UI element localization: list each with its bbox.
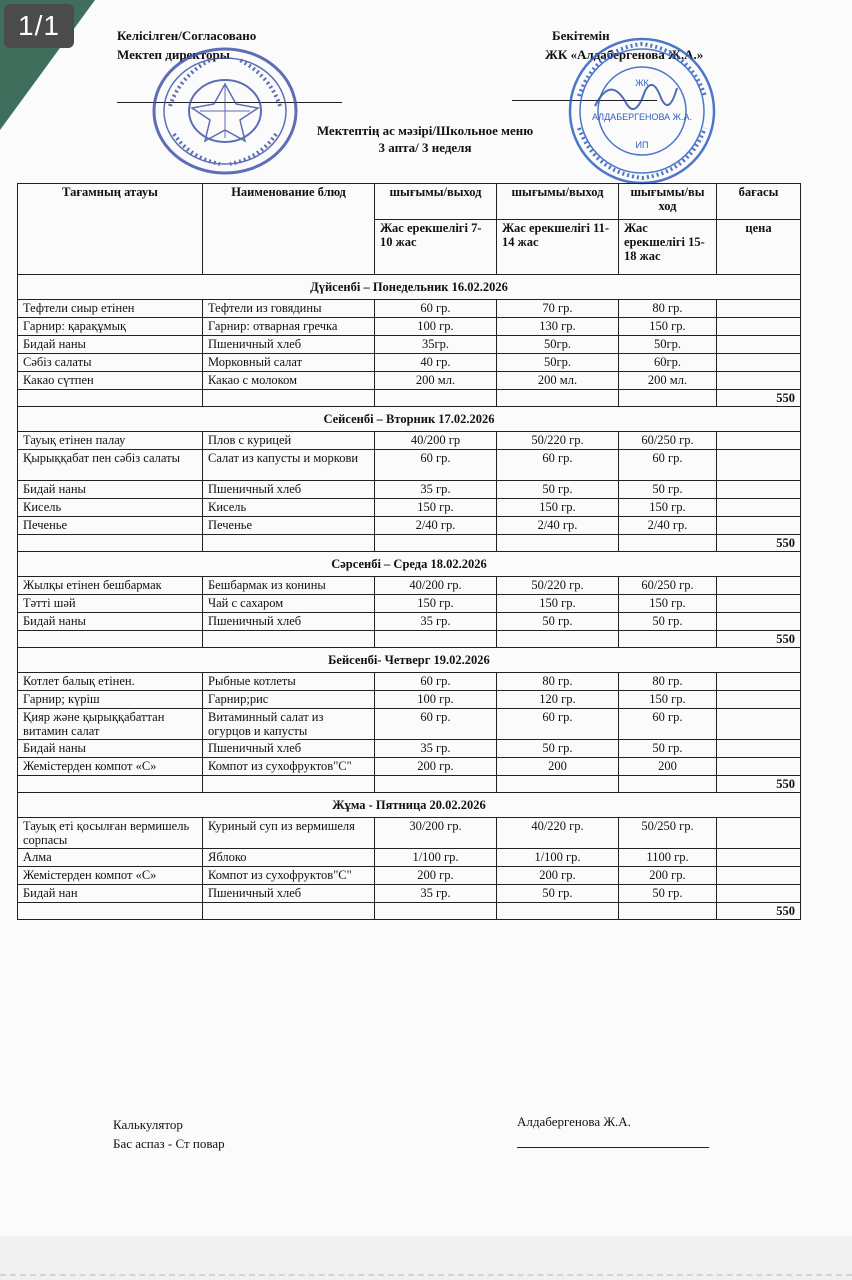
table-row	[18, 691, 801, 709]
portion-15-18: 50 гр.	[619, 481, 717, 499]
portion-15-18: 60 гр.	[619, 450, 717, 481]
table-row	[18, 432, 801, 450]
portion-15-18: 200 гр.	[619, 867, 717, 885]
portion-7-10: 35 гр.	[375, 481, 497, 499]
portion-11-14: 50/220 гр.	[497, 432, 619, 450]
approval-right-line2: ЖК «Алдабергенова Ж.А.»	[545, 47, 704, 62]
day-total-price: 550	[717, 390, 801, 407]
header-age-7-10: Жас ерекшелігі 7-10 жас	[375, 220, 497, 275]
portion-11-14: 80 гр.	[497, 673, 619, 691]
dish-name-ru: Пшеничный хлеб	[203, 740, 375, 758]
approval-left-line2: Мектеп директоры	[117, 47, 230, 62]
day-header-row	[18, 648, 801, 673]
price-cell	[717, 613, 801, 631]
portion-15-18: 60/250 гр.	[619, 432, 717, 450]
page-counter[interactable]: 1/1	[4, 4, 74, 48]
day-header-row	[18, 793, 801, 818]
empty-cell	[497, 903, 619, 920]
price-cell	[717, 481, 801, 499]
footer-signature-line	[517, 1147, 709, 1148]
price-cell	[717, 885, 801, 903]
header-output-2: шығымы/выход	[497, 184, 619, 220]
portion-7-10: 2/40 гр.	[375, 517, 497, 535]
price-cell	[717, 867, 801, 885]
company-stamp-icon	[565, 36, 720, 186]
table-row	[18, 372, 801, 390]
empty-cell	[18, 390, 203, 407]
dish-name-ru: Гарнир: отварная гречка	[203, 318, 375, 336]
portion-11-14: 150 гр.	[497, 595, 619, 613]
dish-name-ru: Плов с курицей	[203, 432, 375, 450]
day-total-price: 550	[717, 903, 801, 920]
portion-7-10: 40/200 гр	[375, 432, 497, 450]
price-cell	[717, 818, 801, 849]
empty-cell	[375, 776, 497, 793]
dish-name-ru: Компот из сухофруктов"С"	[203, 867, 375, 885]
dish-name-kz: Жемістерден компот «С»	[18, 758, 203, 776]
portion-7-10: 40/200 гр.	[375, 577, 497, 595]
empty-cell	[497, 390, 619, 407]
day-total-row	[18, 631, 801, 648]
portion-7-10: 60 гр.	[375, 709, 497, 740]
price-cell	[717, 517, 801, 535]
portion-7-10: 60 гр.	[375, 300, 497, 318]
price-cell	[717, 673, 801, 691]
dish-name-ru: Пшеничный хлеб	[203, 336, 375, 354]
menu-title-line1: Мектептің ас мәзірі/Школьное меню	[316, 123, 534, 138]
portion-7-10: 40 гр.	[375, 354, 497, 372]
footer-chef: Бас аспаз - Ст повар	[113, 1136, 225, 1151]
footer-calculator: Калькулятор	[113, 1117, 183, 1132]
header-price-ru: цена	[717, 220, 801, 275]
portion-7-10: 150 гр.	[375, 595, 497, 613]
portion-15-18: 60 гр.	[619, 709, 717, 740]
dish-name-kz: Жемістерден компот «С»	[18, 867, 203, 885]
price-cell	[717, 372, 801, 390]
approval-right-line1: Бекітемін	[552, 28, 610, 43]
portion-11-14: 200 мл.	[497, 372, 619, 390]
dish-name-kz: Тәтті шәй	[18, 595, 203, 613]
price-cell	[717, 740, 801, 758]
dish-name-ru: Яблоко	[203, 849, 375, 867]
table-row	[18, 354, 801, 372]
portion-11-14: 50 гр.	[497, 613, 619, 631]
empty-cell	[18, 535, 203, 552]
dish-name-kz: Сәбіз салаты	[18, 354, 203, 372]
empty-cell	[375, 390, 497, 407]
table-row	[18, 517, 801, 535]
dish-name-ru: Гарнир;рис	[203, 691, 375, 709]
dish-name-ru: Рыбные котлеты	[203, 673, 375, 691]
portion-7-10: 30/200 гр.	[375, 818, 497, 849]
portion-7-10: 35гр.	[375, 336, 497, 354]
price-cell	[717, 300, 801, 318]
day-header-row	[18, 552, 801, 577]
school-seal-icon	[150, 46, 300, 176]
portion-7-10: 200 гр.	[375, 867, 497, 885]
day-title: Сәрсенбі – Среда 18.02.2026	[18, 552, 801, 577]
stamp-inner-line1: ЖК	[635, 78, 649, 88]
dish-name-ru: Пшеничный хлеб	[203, 613, 375, 631]
dish-name-kz: Гарнир: қарақұмық	[18, 318, 203, 336]
empty-cell	[619, 776, 717, 793]
menu-title-line2: 3 апта/ 3 неделя	[378, 140, 472, 155]
table-row	[18, 481, 801, 499]
portion-11-14: 2/40 гр.	[497, 517, 619, 535]
portion-15-18: 50гр.	[619, 336, 717, 354]
table-row	[18, 885, 801, 903]
empty-cell	[375, 903, 497, 920]
table-row	[18, 499, 801, 517]
dish-name-kz: Бидай наны	[18, 336, 203, 354]
day-header-row	[18, 275, 801, 300]
portion-15-18: 150 гр.	[619, 595, 717, 613]
portion-15-18: 50 гр.	[619, 613, 717, 631]
portion-11-14: 120 гр.	[497, 691, 619, 709]
dish-name-kz: Бидай наны	[18, 481, 203, 499]
header-output-3: шығымы/вы ход	[619, 184, 717, 220]
portion-15-18: 80 гр.	[619, 300, 717, 318]
day-title: Жұма - Пятница 20.02.2026	[18, 793, 801, 818]
portion-11-14: 70 гр.	[497, 300, 619, 318]
portion-15-18: 80 гр.	[619, 673, 717, 691]
portion-11-14: 150 гр.	[497, 499, 619, 517]
stamp-inner-line3: ИП	[635, 140, 649, 150]
price-cell	[717, 595, 801, 613]
portion-11-14: 130 гр.	[497, 318, 619, 336]
menu-table-body	[18, 184, 801, 920]
dish-name-kz: Қияр және қырыққабаттан витамин салат	[18, 709, 203, 740]
dish-name-kz: Кисель	[18, 499, 203, 517]
dish-name-ru: Кисель	[203, 499, 375, 517]
day-total-row	[18, 390, 801, 407]
dish-name-ru: Бешбармак из конины	[203, 577, 375, 595]
empty-cell	[375, 535, 497, 552]
header-output-1: шығымы/выход	[375, 184, 497, 220]
day-total-row	[18, 776, 801, 793]
portion-11-14: 50 гр.	[497, 885, 619, 903]
price-cell	[717, 709, 801, 740]
dish-name-kz: Печенье	[18, 517, 203, 535]
dish-name-kz: Гарнир; күріш	[18, 691, 203, 709]
header-age-11-14: Жас ерекшелігі 11-14 жас	[497, 220, 619, 275]
dish-name-kz: Бидай нан	[18, 885, 203, 903]
price-cell	[717, 450, 801, 481]
day-title: Сейсенбі – Вторник 17.02.2026	[18, 407, 801, 432]
portion-7-10: 35 гр.	[375, 613, 497, 631]
menu-title	[300, 122, 550, 156]
empty-cell	[497, 776, 619, 793]
header-name-kz: Тағамның атауы	[18, 184, 203, 275]
day-title: Бейсенбі- Четверг 19.02.2026	[18, 648, 801, 673]
empty-cell	[619, 631, 717, 648]
portion-15-18: 50 гр.	[619, 740, 717, 758]
portion-15-18: 200	[619, 758, 717, 776]
portion-15-18: 50/250 гр.	[619, 818, 717, 849]
portion-11-14: 40/220 гр.	[497, 818, 619, 849]
price-cell	[717, 336, 801, 354]
empty-cell	[18, 776, 203, 793]
price-cell	[717, 577, 801, 595]
table-row	[18, 709, 801, 740]
price-cell	[717, 354, 801, 372]
empty-cell	[203, 535, 375, 552]
dish-name-ru: Тефтели из говядины	[203, 300, 375, 318]
portion-11-14: 200	[497, 758, 619, 776]
dish-name-ru: Печенье	[203, 517, 375, 535]
footer-signer-name: Алдабергенова Ж.А.	[517, 1114, 631, 1129]
table-row	[18, 450, 801, 481]
portion-11-14: 60 гр.	[497, 450, 619, 481]
portion-15-18: 60/250 гр.	[619, 577, 717, 595]
portion-7-10: 100 гр.	[375, 691, 497, 709]
empty-cell	[203, 776, 375, 793]
day-total-price: 550	[717, 631, 801, 648]
menu-table	[17, 183, 801, 920]
page-divider	[0, 1274, 852, 1276]
dish-name-kz: Бидай наны	[18, 740, 203, 758]
empty-cell	[619, 535, 717, 552]
day-header-row	[18, 407, 801, 432]
table-row	[18, 818, 801, 849]
price-cell	[717, 758, 801, 776]
portion-11-14: 50 гр.	[497, 740, 619, 758]
dish-name-ru: Какао с молоком	[203, 372, 375, 390]
day-total-row	[18, 903, 801, 920]
header-price-kz: бағасы	[717, 184, 801, 220]
portion-15-18: 50 гр.	[619, 885, 717, 903]
empty-cell	[619, 903, 717, 920]
portion-7-10: 35 гр.	[375, 740, 497, 758]
table-row	[18, 758, 801, 776]
empty-cell	[203, 631, 375, 648]
day-total-row	[18, 535, 801, 552]
portion-11-14: 50 гр.	[497, 481, 619, 499]
table-header-row	[18, 184, 801, 220]
portion-11-14: 200 гр.	[497, 867, 619, 885]
empty-cell	[18, 903, 203, 920]
portion-7-10: 60 гр.	[375, 673, 497, 691]
portion-7-10: 35 гр.	[375, 885, 497, 903]
dish-name-kz: Какао сүтпен	[18, 372, 203, 390]
portion-15-18: 150 гр.	[619, 318, 717, 336]
table-row	[18, 318, 801, 336]
portion-15-18: 200 мл.	[619, 372, 717, 390]
price-cell	[717, 691, 801, 709]
dish-name-kz: Қырыққабат пен сәбіз салаты	[18, 450, 203, 481]
portion-15-18: 150 гр.	[619, 499, 717, 517]
portion-11-14: 1/100 гр.	[497, 849, 619, 867]
dish-name-ru: Витаминный салат из огурцов и капусты	[203, 709, 375, 740]
price-cell	[717, 499, 801, 517]
portion-15-18: 150 гр.	[619, 691, 717, 709]
dish-name-ru: Компот из сухофруктов"С"	[203, 758, 375, 776]
dish-name-kz: Котлет балық етінен.	[18, 673, 203, 691]
portion-11-14: 50/220 гр.	[497, 577, 619, 595]
dish-name-ru: Чай с сахаром	[203, 595, 375, 613]
price-cell	[717, 318, 801, 336]
table-row	[18, 740, 801, 758]
empty-cell	[203, 903, 375, 920]
dish-name-kz: Тауық етінен палау	[18, 432, 203, 450]
table-row	[18, 673, 801, 691]
price-cell	[717, 849, 801, 867]
portion-11-14: 60 гр.	[497, 709, 619, 740]
portion-15-18: 1100 гр.	[619, 849, 717, 867]
dish-name-ru: Салат из капусты и моркови	[203, 450, 375, 481]
header-name-ru: Наименование блюд	[203, 184, 375, 275]
dish-name-kz: Тауық еті қосылған вермишель сорпасы	[18, 818, 203, 849]
day-total-price: 550	[717, 776, 801, 793]
empty-cell	[619, 390, 717, 407]
empty-cell	[375, 631, 497, 648]
table-row	[18, 613, 801, 631]
dish-name-kz: Жылқы етінен бешбармак	[18, 577, 203, 595]
stamp-inner-line2: АЛДАБЕРГЕНОВА Ж.А.	[591, 112, 693, 122]
day-total-price: 550	[717, 535, 801, 552]
approval-left-line1: Келісілген/Согласовано	[117, 28, 257, 43]
dish-name-kz: Бидай наны	[18, 613, 203, 631]
table-row	[18, 336, 801, 354]
empty-cell	[497, 535, 619, 552]
portion-7-10: 150 гр.	[375, 499, 497, 517]
portion-7-10: 200 мл.	[375, 372, 497, 390]
dish-name-ru: Куриный суп из вермишеля	[203, 818, 375, 849]
dish-name-ru: Морковный салат	[203, 354, 375, 372]
portion-15-18: 2/40 гр.	[619, 517, 717, 535]
table-row	[18, 849, 801, 867]
portion-15-18: 60гр.	[619, 354, 717, 372]
dish-name-kz: Тефтели сиыр етінен	[18, 300, 203, 318]
table-row	[18, 595, 801, 613]
empty-cell	[497, 631, 619, 648]
portion-7-10: 1/100 гр.	[375, 849, 497, 867]
header-age-15-18: Жас ерекшелігі 15-18 жас	[619, 220, 717, 275]
empty-cell	[18, 631, 203, 648]
portion-7-10: 60 гр.	[375, 450, 497, 481]
table-row	[18, 577, 801, 595]
day-title: Дүйсенбі – Понедельник 16.02.2026	[18, 275, 801, 300]
table-row	[18, 300, 801, 318]
dish-name-kz: Алма	[18, 849, 203, 867]
portion-7-10: 100 гр.	[375, 318, 497, 336]
portion-11-14: 50гр.	[497, 354, 619, 372]
portion-11-14: 50гр.	[497, 336, 619, 354]
dish-name-ru: Пшеничный хлеб	[203, 481, 375, 499]
portion-7-10: 200 гр.	[375, 758, 497, 776]
table-row	[18, 867, 801, 885]
price-cell	[717, 432, 801, 450]
dish-name-ru: Пшеничный хлеб	[203, 885, 375, 903]
empty-cell	[203, 390, 375, 407]
